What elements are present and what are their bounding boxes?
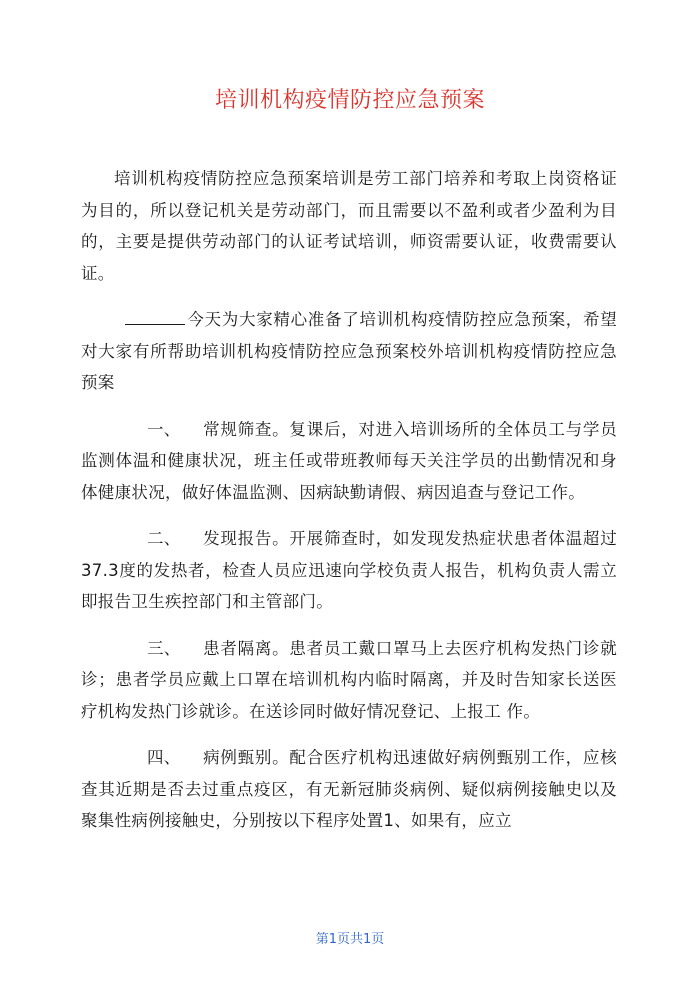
item-paragraph-2: [81, 523, 617, 618]
page-footer: 第1页共1页: [315, 932, 385, 947]
item-text: 病例甄别。配合医疗机构迅速做好病例甄别工作，应核查其近期是否去过重点疫区，有无新冠肺炎病例、疑似病例接触史以及聚集性病例接触史，分别按以下程序处置1、如果有，应立: [81, 748, 617, 830]
intro-paragraph: 培训机构疫情防控应急预案培训是劳工部门培养和考取上岗资格证为目的，所以登记机关是劳动部门，而且需要以不盈利或者少盈利为目的，主要是提供劳动部门的认证考试培训，师资需要认证，收费需要认证。: [81, 169, 617, 283]
item-number: 二、: [147, 529, 181, 548]
item-text: 患者隔离。患者员工戴口罩马上去医疗机构发热门诊就诊；患者学员应戴上口罩在培训机构内临时隔离，并及时告知家长送医疗机构发热门诊就诊。在送诊同时做好情况登记、上报工 作。: [81, 638, 617, 721]
document-body: [81, 163, 617, 852]
lead-paragraph: [81, 304, 617, 399]
item-paragraph-1: [81, 414, 617, 509]
item-number: 三、: [147, 638, 181, 658]
item-text: 常规筛查。复课后，对进入培训场所的全体员工与学员监测体温和健康状况，班主任或带班教师每天关注学员的出勤情况和身体健康状况，做好体温监测、因病缺勤请假、病因追查与登记工作。: [81, 419, 617, 502]
document-title: 培训机构疫情防控应急预案: [214, 88, 485, 113]
lead-text: 今天为大家精心准备了培训机构疫情防控应急预案，希望对大家有所帮助培训机构疫情防控应急预案校外培训机构疫情防控应急预案: [81, 310, 617, 392]
item-number: 一、: [147, 419, 181, 439]
item-paragraph-4: [81, 742, 617, 837]
item-paragraph-3: [81, 633, 617, 728]
item-number: 四、: [147, 748, 181, 767]
item-text: 发现报告。开展筛查时，如发现发热症状患者体温超过37.3度的发热者，检查人员应迅速向学校负责人报告，机构负责人需立即报告卫生疾控部门和主管部门。: [81, 529, 617, 611]
fill-in-blank: [125, 308, 185, 326]
